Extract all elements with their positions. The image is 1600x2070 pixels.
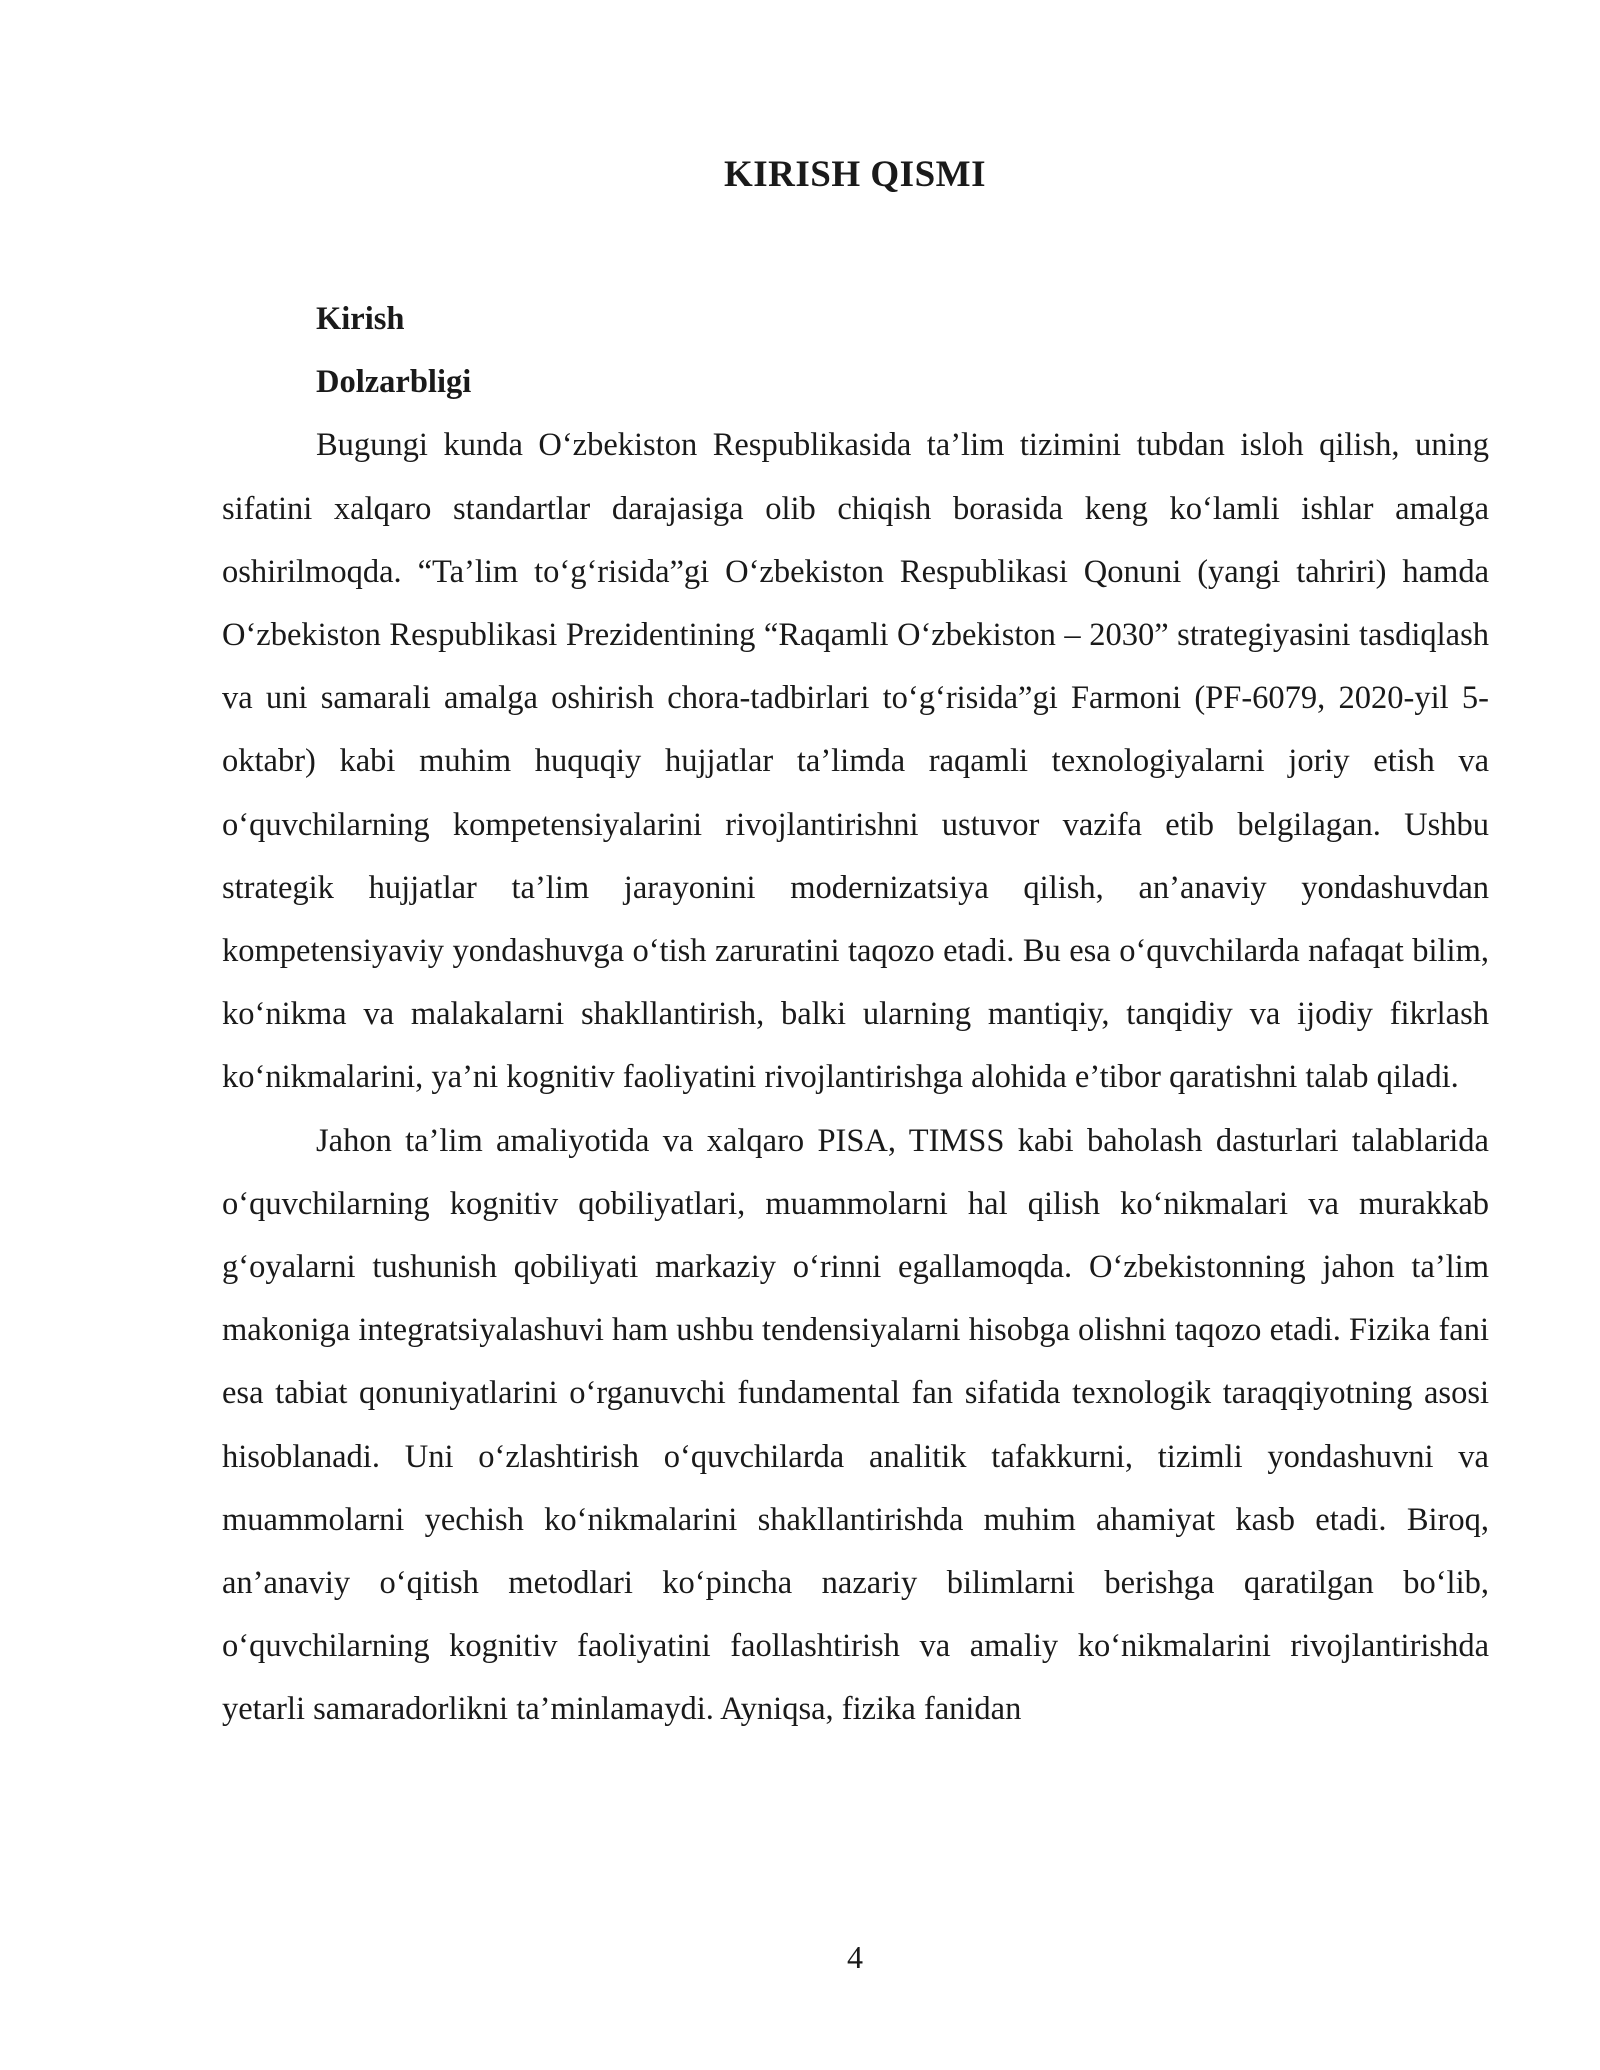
page-number: 4 — [847, 1939, 863, 1975]
document-body — [222, 288, 1489, 1742]
page-title: KIRISH QISMI — [724, 154, 986, 195]
paragraph-1: Bugungi kunda O‘zbekiston Respublikasida ta’lim tizimini tubdan isloh qilish, uning sifatini xalqaro standartlar darajasiga olib chiqish borasida keng ko‘lamli ishlar amalga oshirilmoqda. “Ta’lim to‘g‘risida”gi O‘zbekiston Respublikasi Qonuni (yangi tahriri) hamda O‘zbekiston Respublikasi Prezidentining “Raqamli O‘zbekiston – 2030” strategiyasini tasdiqlash va uni samarali amalga oshirish chora-tadbirlari to‘g‘risida”gi Farmoni (PF-6079, 2020-yil 5-oktabr) kabi muhim huquqiy hujjatlar ta’limda raqamli texnologiyalarni joriy etish va o‘quvchilarning kompetensiyalarini rivojlantirishni ustuvor vazifa etib belgilagan. Ushbu strategik hujjatlar ta’lim jarayonini modernizatsiya qilish, an’anaviy yondashuvdan kompetensiyaviy yondashuvga o‘tish zaruratini taqozo etadi. Bu esa o‘quvchilarda nafaqat bilim, ko‘nikma va malakalarni shakllantirish, balki ularning mantiqiy, tanqidiy va ijodiy fikrlash ko‘nikmalarini, ya’ni kognitiv faoliyatini rivojlantirishga alohida e’tibor qaratishni talab qiladi. — [222, 427, 1489, 1096]
paragraph-2: Jahon ta’lim amaliyotida va xalqaro PISA, TIMSS kabi baholash dasturlari talablarida o‘quvchilarning kognitiv qobiliyatlari, muammolarni hal qilish ko‘nikmalari va murakkab g‘oyalarni tushunish qobiliyati markaziy o‘rinni egallamoqda. O‘zbekistonning jahon ta’lim makoniga integratsiyalashuvi ham ushbu tendensiyalarni hisobga olishni taqozo etadi. Fizika fani esa tabiat qonuniyatlarini o‘rganuvchi fundamental fan sifatida texnologik taraqqiyotning asosi hisoblanadi. Uni o‘zlashtirish o‘quvchilarda analitik tafakkurni, tizimli yondashuvni va muammolarni yechish ko‘nikmalarini shakllantirishda muhim ahamiyat kasb etadi. Biroq, an’anaviy o‘qitish metodlari ko‘pincha nazariy bilimlarni berishga qaratilgan bo‘lib, o‘quvchilarning kognitiv faoliyatini faollashtirish va amaliy ko‘nikmalarini rivojlantirishda yetarli samaradorlikni ta’minlamaydi. Ayniqsa, fizika fanidan — [222, 1122, 1489, 1728]
section-heading-dolzarbligi: Dolzarbligi — [316, 364, 472, 401]
section-heading-kirish: Kirish — [316, 301, 405, 337]
